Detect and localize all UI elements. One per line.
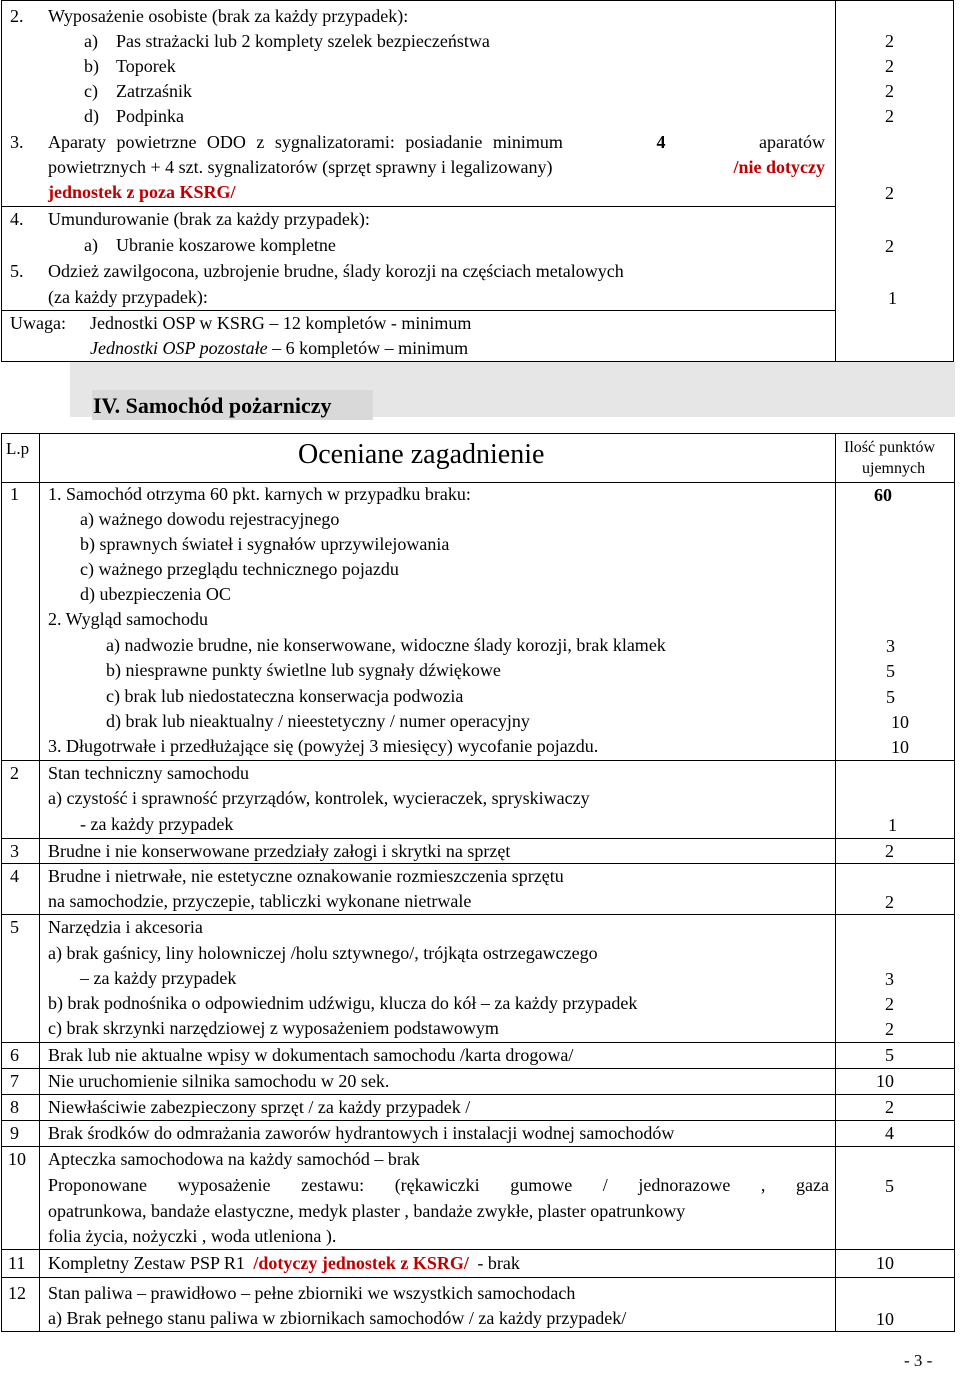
row-1-wb: b) niesprawne punkty świetlne lub sygnały dźwiękowe bbox=[106, 660, 501, 680]
row-8-line1: Niewłaściwie zabezpieczony sprzęt / za każdy przypadek / bbox=[48, 1097, 471, 1117]
row-10-line3: opatrunkowa, bandaże elastyczne, medyk plaster , bandaże zwykłe, plaster opatrunkowy bbox=[48, 1201, 686, 1221]
col-lp-divider bbox=[39, 433, 40, 1332]
col-pts-divider bbox=[835, 433, 836, 1332]
col-lp-header: L.p bbox=[6, 439, 30, 458]
row-2-line1: Stan techniczny samochodu bbox=[48, 763, 249, 783]
row-1-wc: c) brak lub niedostateczna konserwacja podwozia bbox=[106, 686, 464, 706]
item-3-line2-text: powietrznych + 4 szt. sygnalizatorów (sprzęt sprawny i legalizowany) bbox=[48, 157, 553, 177]
row-10-points: 5 bbox=[885, 1176, 894, 1196]
row-6-line1: Brak lub nie aktualne wpisy w dokumentach samochodu /karta drogowa/ bbox=[48, 1045, 574, 1065]
item-2c-label: c) bbox=[84, 81, 98, 101]
uwaga-line2-italic: Jednostki OSP pozostałe bbox=[90, 338, 268, 358]
row-10-line1: Apteczka samochodowa na każdy samochód – brak bbox=[48, 1149, 420, 1169]
row-line-1 bbox=[1, 760, 955, 761]
row-11-lp: 11 bbox=[8, 1253, 26, 1273]
row-5-lp: 5 bbox=[10, 917, 19, 937]
item-3-line1-text: Aparaty powietrzne ODO z sygnalizatorami: posiadanie minimum bbox=[48, 132, 563, 152]
row-5-line3-points: 3 bbox=[885, 969, 894, 989]
row-1-line3: 3. Długotrwałe i przedłużające się (powyżej 3 miesięcy) wycofanie pojazdu. bbox=[48, 736, 599, 756]
item-3-line3-red: jednostek z poza KSRG/ bbox=[48, 182, 236, 202]
row-line-6 bbox=[1, 1068, 955, 1069]
item-3-line2 bbox=[48, 156, 825, 178]
row-line-4 bbox=[1, 914, 955, 915]
row-11-text: Kompletny Zestaw PSP R1 bbox=[48, 1253, 250, 1273]
row-1-b: b) sprawnych świateł i sygnałów uprzywilejowania bbox=[80, 534, 450, 554]
row-line-2 bbox=[1, 838, 955, 839]
item-3-line1-bold: 4 bbox=[656, 132, 666, 152]
row-line-5 bbox=[1, 1042, 955, 1043]
uwaga-divider bbox=[1, 310, 835, 311]
item-3-num: 3. bbox=[10, 132, 24, 152]
row-2-line2: a) czystość i sprawność przyrządów, kontrolek, wycieraczek, spryskiwaczy bbox=[48, 788, 590, 808]
row-line-9 bbox=[1, 1146, 955, 1147]
item-5-text: Odzież zawilgocona, uzbrojenie brudne, ślady korozji na częściach metalowych bbox=[48, 261, 624, 281]
row-1-wd-points: 10 bbox=[891, 712, 909, 732]
item-2c-text: Zatrzaśnik bbox=[116, 81, 192, 101]
top-divider bbox=[1, 206, 835, 207]
item-4a-text: Ubranie koszarowe kompletne bbox=[116, 235, 336, 255]
item-2a-label: a) bbox=[84, 31, 98, 51]
row-7-points: 10 bbox=[876, 1071, 894, 1091]
item-2a-text: Pas strażacki lub 2 komplety szelek bezpieczeństwa bbox=[116, 31, 490, 51]
item-3-line1 bbox=[48, 131, 825, 153]
item-2b-points: 2 bbox=[885, 56, 894, 76]
item-2-num: 2. bbox=[10, 6, 24, 26]
row-1-wa-points: 3 bbox=[886, 636, 895, 656]
item-2d-points: 2 bbox=[885, 106, 894, 126]
row-7-line1: Nie uruchomienie silnika samochodu w 20 sek. bbox=[48, 1071, 390, 1091]
row-1-wc-points: 5 bbox=[886, 687, 895, 707]
section-title: IV. Samochód pożarniczy bbox=[93, 393, 332, 418]
uwaga-line1: Jednostki OSP w KSRG – 12 kompletów - minimum bbox=[90, 313, 472, 333]
item-3-line2-red: /nie dotyczy bbox=[733, 157, 825, 177]
row-8-lp: 8 bbox=[10, 1097, 19, 1117]
row-5-line1: Narzędzia i akcesoria bbox=[48, 917, 203, 937]
uwaga-line2-rest: – 6 kompletów – minimum bbox=[272, 338, 469, 358]
row-12-line1: Stan paliwa – prawidłowo – pełne zbiorniki we wszystkich samochodach bbox=[48, 1283, 576, 1303]
item-2b-text: Toporek bbox=[116, 56, 176, 76]
row-6-points: 5 bbox=[885, 1045, 894, 1065]
uwaga-label: Uwaga: bbox=[10, 313, 66, 333]
item-5-num: 5. bbox=[10, 261, 24, 281]
row-12-points: 10 bbox=[876, 1309, 894, 1329]
item-2b-label: b) bbox=[84, 56, 99, 76]
row-1-wa: a) nadwozie brudne, nie konserwowane, widoczne ślady korozji, brak klamek bbox=[106, 635, 666, 655]
row-5-line4: b) brak podnośnika o odpowiednim udźwigu, klucza do kół – za każdy przypadek bbox=[48, 993, 638, 1013]
item-4-num: 4. bbox=[10, 209, 24, 229]
item-4-points: 2 bbox=[885, 236, 894, 256]
row-8-points: 2 bbox=[885, 1097, 894, 1117]
row-3-line1: Brudne i nie konserwowane przedziały załogi i skrytki na sprzęt bbox=[48, 841, 511, 861]
row-3-lp: 3 bbox=[10, 841, 19, 861]
item-2d-text: Podpinka bbox=[116, 106, 185, 126]
row-10-line4: folia życia, nożyczki , woda utleniona ). bbox=[48, 1226, 337, 1246]
row-1-a: a) ważnego dowodu rejestracyjnego bbox=[80, 509, 340, 529]
col-main-header: Oceniane zagadnienie bbox=[298, 439, 545, 470]
row-line-10 bbox=[1, 1249, 955, 1250]
row-1-lp: 1 bbox=[10, 484, 19, 504]
item-5-text2: (za każdy przypadek): bbox=[48, 287, 208, 307]
item-4-text: Umundurowanie (brak za każdy przypadek): bbox=[48, 209, 370, 229]
row-11-line1 bbox=[48, 1252, 520, 1274]
row-line-7 bbox=[1, 1094, 955, 1095]
row-10-line2: Proponowane wyposażenie zestawu: (rękawiczki gumowe / jednorazowe , gaza bbox=[48, 1175, 829, 1195]
row-1-points: 60 bbox=[874, 485, 892, 505]
row-1-d: d) ubezpieczenia OC bbox=[80, 584, 231, 604]
row-9-points: 4 bbox=[885, 1123, 894, 1143]
row-1-line3-points: 10 bbox=[891, 737, 909, 757]
row-line-11 bbox=[1, 1277, 955, 1278]
col-pts-header-2: ujemnych bbox=[862, 460, 926, 477]
page-number: - 3 - bbox=[904, 1351, 933, 1370]
item-2d-label: d) bbox=[84, 106, 99, 126]
row-5-line2: a) brak gaśnicy, liny holowniczej /holu sztywnego/, trójkąta ostrzegawczego bbox=[48, 943, 598, 963]
row-4-line1: Brudne i nietrwałe, nie estetyczne oznakowanie rozmieszczenia sprzętu bbox=[48, 866, 564, 886]
row-1-line1: 1. Samochód otrzyma 60 pkt. karnych w przypadku braku: bbox=[48, 484, 471, 504]
col-pts-header-1: Ilość punktów bbox=[844, 439, 936, 456]
row-11-points: 10 bbox=[876, 1253, 894, 1273]
row-line-3 bbox=[1, 863, 955, 864]
row-2-lp: 2 bbox=[10, 763, 19, 783]
row-11-red: /dotyczy jednostek z KSRG/ bbox=[253, 1253, 469, 1273]
row-2-line3: - za każdy przypadek bbox=[80, 814, 234, 834]
row-line-8 bbox=[1, 1120, 955, 1121]
row-5-line3: – za każdy przypadek bbox=[80, 968, 237, 988]
row-1-c: c) ważnego przeglądu technicznego pojazdu bbox=[80, 559, 399, 579]
row-4-lp: 4 bbox=[10, 866, 19, 886]
item-4a-label: a) bbox=[84, 235, 98, 255]
row-1-line2: 2. Wygląd samochodu bbox=[48, 609, 209, 629]
row-4-points: 2 bbox=[885, 892, 894, 912]
row-12-lp: 12 bbox=[8, 1283, 26, 1303]
row-3-points: 2 bbox=[885, 841, 894, 861]
item-2c-points: 2 bbox=[885, 81, 894, 101]
row-5-line4-points: 2 bbox=[885, 994, 894, 1014]
item-3-line1-end: aparatów bbox=[759, 132, 825, 152]
row-10-lp: 10 bbox=[8, 1149, 26, 1169]
item-5-points: 1 bbox=[888, 288, 897, 308]
row-6-lp: 6 bbox=[10, 1045, 19, 1065]
row-12-line2: a) Brak pełnego stanu paliwa w zbiornikach samochodów / za każdy przypadek/ bbox=[48, 1308, 627, 1328]
row-1-wb-points: 5 bbox=[886, 661, 895, 681]
uwaga-line2 bbox=[90, 337, 468, 359]
row-5-line5-points: 2 bbox=[885, 1019, 894, 1039]
row-2-points: 1 bbox=[888, 815, 897, 835]
row-7-lp: 7 bbox=[10, 1071, 19, 1091]
item-3-points: 2 bbox=[885, 183, 894, 203]
row-4-line2: na samochodzie, przyczepie, tabliczki wykonane nietrwale bbox=[48, 891, 472, 911]
row-5-line5: c) brak skrzynki narzędziowej z wyposażeniem podstawowym bbox=[48, 1018, 499, 1038]
row-9-line1: Brak środków do odmrażania zaworów hydrantowych i instalacji wodnej samochodów bbox=[48, 1123, 675, 1143]
row-9-lp: 9 bbox=[10, 1123, 19, 1143]
top-col-divider bbox=[835, 0, 836, 362]
row-11-text-end: - brak bbox=[472, 1253, 520, 1273]
row-1-wd: d) brak lub nieaktualny / nieestetyczny / numer operacyjny bbox=[106, 711, 530, 731]
item-2a-points: 2 bbox=[885, 31, 894, 51]
item-2-text: Wyposażenie osobiste (brak za każdy przypadek): bbox=[48, 6, 409, 26]
